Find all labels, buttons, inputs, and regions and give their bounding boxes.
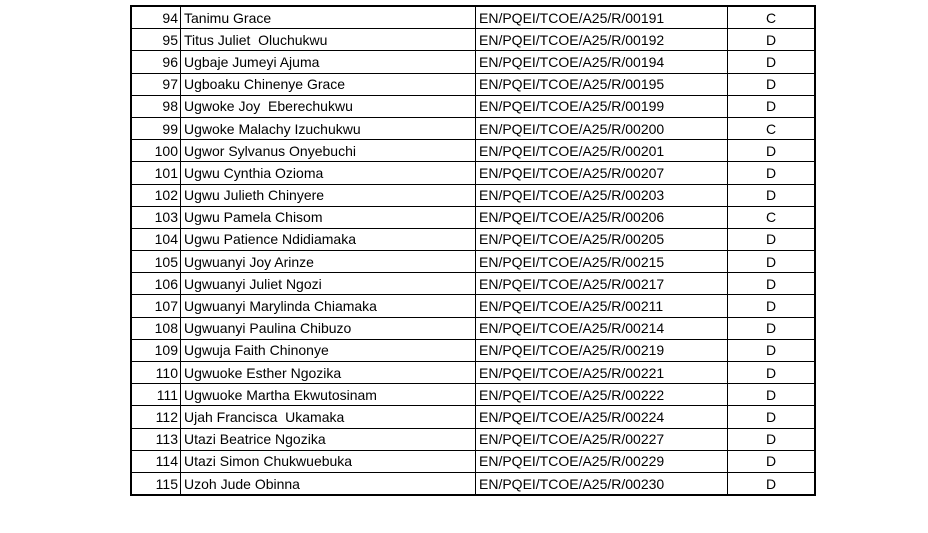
grade-cell: D: [728, 339, 816, 361]
name-cell: Ugboaku Chinenye Grace: [181, 73, 476, 95]
name-cell: Uzoh Jude Obinna: [181, 472, 476, 495]
name-cell: Ugwuanyi Juliet Ngozi: [181, 273, 476, 295]
grade-cell: D: [728, 29, 816, 51]
serial-number-cell: 111: [131, 384, 181, 406]
table-row: [131, 117, 815, 139]
serial-number-cell: 107: [131, 295, 181, 317]
name-cell: Ugwuoke Esther Ngozika: [181, 362, 476, 384]
serial-number-cell: 112: [131, 406, 181, 428]
name-cell: Ugwuja Faith Chinonye: [181, 339, 476, 361]
name-cell: Titus Juliet Oluchukwu: [181, 29, 476, 51]
serial-number-cell: 110: [131, 362, 181, 384]
table-row: [131, 140, 815, 162]
serial-number-cell: 102: [131, 184, 181, 206]
serial-number-cell: 115: [131, 472, 181, 495]
reg-number-cell: EN/PQEI/TCOE/A25/R/00219: [476, 339, 728, 361]
name-cell: Utazi Beatrice Ngozika: [181, 428, 476, 450]
grade-cell: D: [728, 384, 816, 406]
table-row: [131, 29, 815, 51]
table-row: [131, 317, 815, 339]
grade-cell: D: [728, 428, 816, 450]
table-row: [131, 73, 815, 95]
reg-number-cell: EN/PQEI/TCOE/A25/R/00203: [476, 184, 728, 206]
table-row: [131, 362, 815, 384]
grade-cell: C: [728, 206, 816, 228]
serial-number-cell: 105: [131, 251, 181, 273]
name-cell: Tanimu Grace: [181, 6, 476, 29]
serial-number-cell: 95: [131, 29, 181, 51]
reg-number-cell: EN/PQEI/TCOE/A25/R/00214: [476, 317, 728, 339]
table-row: [131, 95, 815, 117]
serial-number-cell: 103: [131, 206, 181, 228]
name-cell: Ugwuanyi Marylinda Chiamaka: [181, 295, 476, 317]
name-cell: Ugwor Sylvanus Onyebuchi: [181, 140, 476, 162]
reg-number-cell: EN/PQEI/TCOE/A25/R/00194: [476, 51, 728, 73]
reg-number-cell: EN/PQEI/TCOE/A25/R/00199: [476, 95, 728, 117]
grade-cell: D: [728, 362, 816, 384]
reg-number-cell: EN/PQEI/TCOE/A25/R/00206: [476, 206, 728, 228]
table-row: [131, 295, 815, 317]
table-row: [131, 184, 815, 206]
grade-cell: C: [728, 6, 816, 29]
serial-number-cell: 100: [131, 140, 181, 162]
table-row: [131, 162, 815, 184]
reg-number-cell: EN/PQEI/TCOE/A25/R/00211: [476, 295, 728, 317]
name-cell: Ugwoke Joy Eberechukwu: [181, 95, 476, 117]
table-row: [131, 251, 815, 273]
table-row: [131, 206, 815, 228]
results-table-body: [131, 6, 815, 495]
reg-number-cell: EN/PQEI/TCOE/A25/R/00215: [476, 251, 728, 273]
reg-number-cell: EN/PQEI/TCOE/A25/R/00224: [476, 406, 728, 428]
grade-cell: D: [728, 251, 816, 273]
serial-number-cell: 104: [131, 228, 181, 250]
grade-cell: D: [728, 295, 816, 317]
reg-number-cell: EN/PQEI/TCOE/A25/R/00191: [476, 6, 728, 29]
grade-cell: D: [728, 162, 816, 184]
grade-cell: D: [728, 472, 816, 495]
name-cell: Ugwu Patience Ndidiamaka: [181, 228, 476, 250]
serial-number-cell: 97: [131, 73, 181, 95]
grade-cell: D: [728, 73, 816, 95]
table-row: [131, 450, 815, 472]
grade-cell: D: [728, 317, 816, 339]
reg-number-cell: EN/PQEI/TCOE/A25/R/00205: [476, 228, 728, 250]
serial-number-cell: 114: [131, 450, 181, 472]
table-row: [131, 228, 815, 250]
name-cell: Ugwuanyi Paulina Chibuzo: [181, 317, 476, 339]
grade-cell: D: [728, 450, 816, 472]
grade-cell: D: [728, 406, 816, 428]
table-row: [131, 273, 815, 295]
reg-number-cell: EN/PQEI/TCOE/A25/R/00221: [476, 362, 728, 384]
name-cell: Ugwuanyi Joy Arinze: [181, 251, 476, 273]
table-row: [131, 406, 815, 428]
grade-cell: D: [728, 140, 816, 162]
serial-number-cell: 98: [131, 95, 181, 117]
name-cell: Ugbaje Jumeyi Ajuma: [181, 51, 476, 73]
name-cell: Ujah Francisca Ukamaka: [181, 406, 476, 428]
reg-number-cell: EN/PQEI/TCOE/A25/R/00201: [476, 140, 728, 162]
reg-number-cell: EN/PQEI/TCOE/A25/R/00200: [476, 117, 728, 139]
results-table: [130, 5, 816, 496]
table-row: [131, 51, 815, 73]
table-row: [131, 428, 815, 450]
name-cell: Ugwu Julieth Chinyere: [181, 184, 476, 206]
name-cell: Ugwoke Malachy Izuchukwu: [181, 117, 476, 139]
grade-cell: D: [728, 273, 816, 295]
serial-number-cell: 113: [131, 428, 181, 450]
reg-number-cell: EN/PQEI/TCOE/A25/R/00207: [476, 162, 728, 184]
serial-number-cell: 101: [131, 162, 181, 184]
grade-cell: D: [728, 51, 816, 73]
serial-number-cell: 94: [131, 6, 181, 29]
serial-number-cell: 99: [131, 117, 181, 139]
reg-number-cell: EN/PQEI/TCOE/A25/R/00192: [476, 29, 728, 51]
reg-number-cell: EN/PQEI/TCOE/A25/R/00227: [476, 428, 728, 450]
serial-number-cell: 109: [131, 339, 181, 361]
grade-cell: D: [728, 95, 816, 117]
grade-cell: D: [728, 228, 816, 250]
serial-number-cell: 106: [131, 273, 181, 295]
reg-number-cell: EN/PQEI/TCOE/A25/R/00217: [476, 273, 728, 295]
reg-number-cell: EN/PQEI/TCOE/A25/R/00229: [476, 450, 728, 472]
reg-number-cell: EN/PQEI/TCOE/A25/R/00222: [476, 384, 728, 406]
table-row: [131, 384, 815, 406]
name-cell: Utazi Simon Chukwuebuka: [181, 450, 476, 472]
reg-number-cell: EN/PQEI/TCOE/A25/R/00195: [476, 73, 728, 95]
table-row: [131, 339, 815, 361]
name-cell: Ugwuoke Martha Ekwutosinam: [181, 384, 476, 406]
name-cell: Ugwu Cynthia Ozioma: [181, 162, 476, 184]
serial-number-cell: 108: [131, 317, 181, 339]
reg-number-cell: EN/PQEI/TCOE/A25/R/00230: [476, 472, 728, 495]
serial-number-cell: 96: [131, 51, 181, 73]
name-cell: Ugwu Pamela Chisom: [181, 206, 476, 228]
grade-cell: C: [728, 117, 816, 139]
grade-cell: D: [728, 184, 816, 206]
table-row: [131, 472, 815, 495]
table-row: [131, 6, 815, 29]
